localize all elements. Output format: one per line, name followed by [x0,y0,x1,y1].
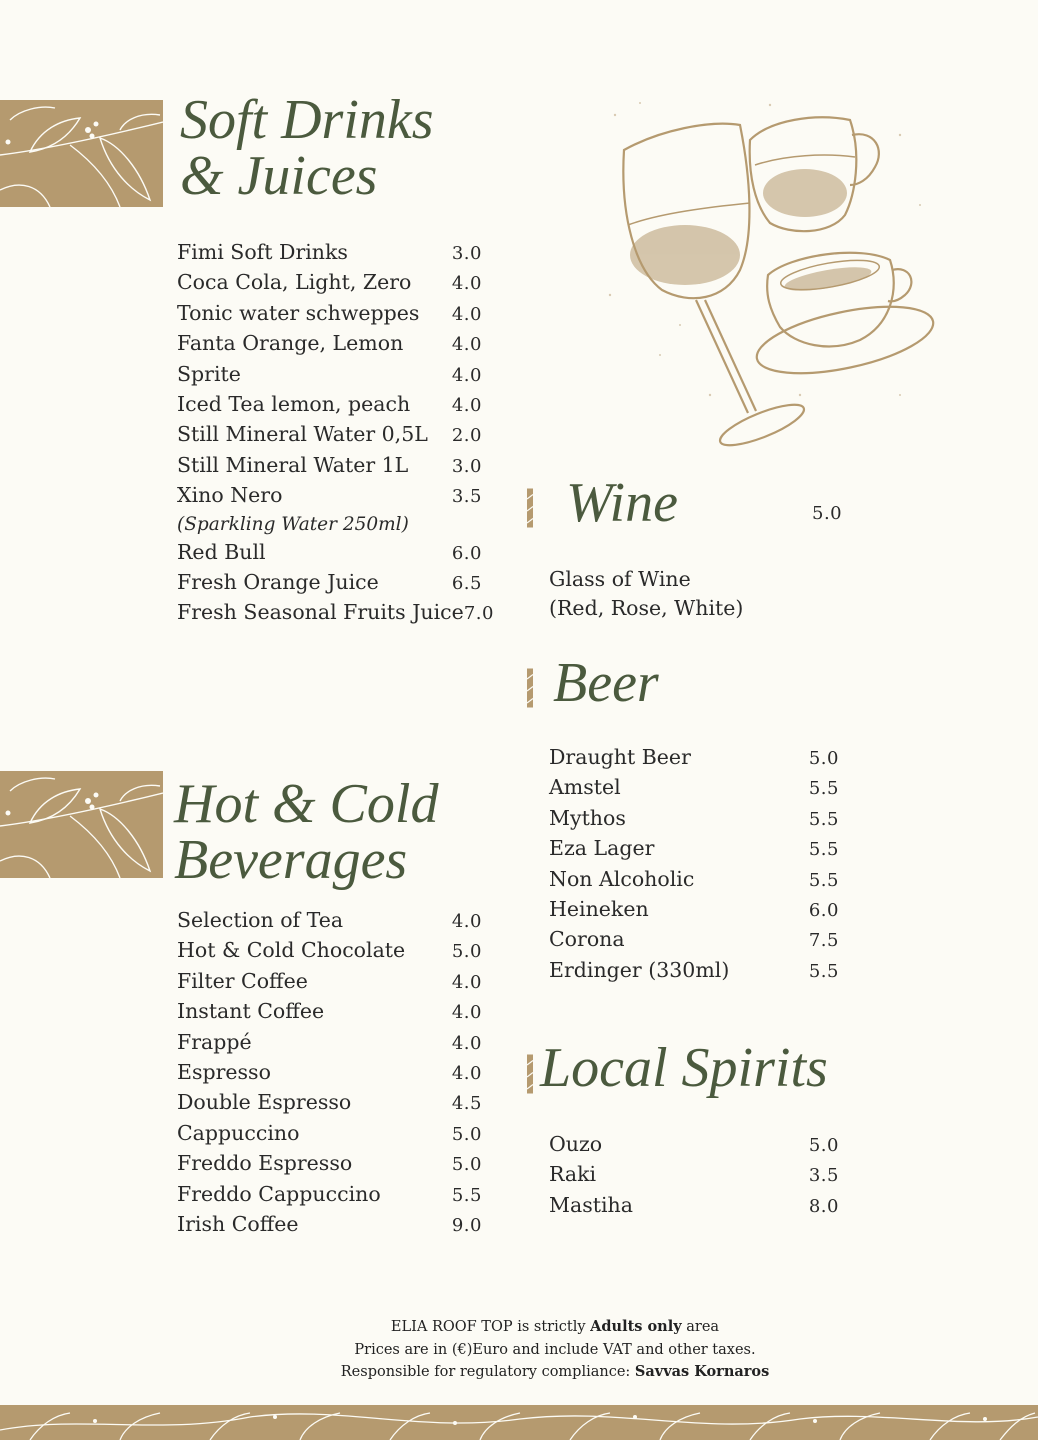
list-item [177,451,482,481]
item-name: Erdinger (330ml) [549,957,730,982]
footer-line3 [36,1361,1038,1384]
footer-line1-end: area [681,1319,720,1335]
item-name: Iced Tea lemon, peach [177,392,411,417]
item-price: 3.0 [451,243,482,264]
spirits-list [549,1130,839,1221]
list-item [177,1058,482,1088]
item-name: Hot & Cold Chocolate [177,938,406,963]
list-item [177,390,482,420]
list-item [177,598,494,628]
leaf-branch-icon [0,771,163,878]
list-item [549,925,839,955]
list-item [177,299,482,329]
bottom-leaf-band [0,1405,1038,1440]
item-price: 4.0 [451,1063,482,1085]
item-price: 4.0 [451,334,482,356]
item-name: Still Mineral Water 0,5L [177,422,428,447]
hot-cold-title-line2: Beverages [174,829,408,891]
soft-drinks-title-line2: & Juices [180,145,378,207]
item-price: 5.0 [808,748,839,769]
list-item [177,481,482,511]
footer-line1 [36,1316,1038,1339]
footer-adults-only: Adults only [590,1318,682,1335]
item-name: Instant Coffee [177,999,325,1024]
item-name: Mastiha [549,1192,633,1217]
item-price: 2.0 [451,425,482,447]
list-item [177,538,482,568]
list-item [549,895,839,925]
beer-list [549,743,839,986]
wine-description [549,565,743,624]
list-item [177,568,482,598]
list-item [549,956,839,986]
item-price: 5.5 [808,960,839,982]
footer-line3-text: Responsible for regulatory compliance: [340,1364,635,1380]
item-price: 5.5 [808,839,839,861]
item-name: Coca Cola, Light, Zero [177,270,412,295]
wine-and-coffee-illustration [600,95,940,455]
list-item [177,1088,482,1118]
beer-title: Beer [553,652,659,714]
item-name: Fanta Orange, Lemon [177,331,404,356]
list-item [177,967,482,997]
item-price: 8.0 [808,1195,839,1217]
item-note: (Sparkling Water 250ml) [177,513,409,535]
soft-drinks-list [177,238,494,629]
item-name: Non Alcoholic [549,866,695,891]
item-name: Corona [549,927,625,952]
item-name: Espresso [177,1060,271,1085]
item-price: 4.0 [451,911,482,932]
item-price: 5.0 [451,1123,482,1145]
list-item [549,1130,839,1160]
item-price: 5.5 [808,808,839,830]
list-item [177,329,482,359]
item-name: Fresh Seasonal Fruits Juice [177,600,464,625]
item-price: 5.5 [808,778,839,800]
footer-responsible-name: Savvas Kornaros [634,1363,770,1380]
item-price: 3.5 [451,486,482,508]
item-name: Freddo Espresso [177,1151,353,1176]
footer-notice [36,1316,1038,1384]
spirits-title: Local Spirits [540,1037,828,1099]
leaf-branch-icon [0,100,163,207]
item-price: 4.0 [451,395,482,417]
item-name: Heineken [549,897,649,922]
list-item [177,268,482,298]
item-name: Frappé [177,1029,252,1054]
list-item [549,865,839,895]
beer-marker-icon [527,662,533,714]
wine-marker-icon [527,482,533,534]
item-name: Eza Lager [549,836,655,861]
hot-cold-leaf-band [0,771,163,878]
item-price: 5.5 [808,869,839,891]
item-name: Selection of Tea [177,908,344,932]
list-item [177,906,482,936]
item-name: Filter Coffee [177,968,308,993]
soft-drinks-title [180,89,434,207]
item-name: Fresh Orange Juice [177,570,379,595]
hot-cold-title [174,773,439,891]
item-price: 4.0 [451,303,482,325]
list-item [177,1119,482,1149]
item-name: Amstel [549,775,621,800]
list-item [177,238,482,268]
soft-drinks-leaf-band [0,100,163,207]
item-price: 4.0 [451,364,482,386]
item-price: 6.0 [451,542,482,564]
wine-title: Wine [566,472,678,534]
item-price: 4.5 [451,1093,482,1115]
list-item [549,834,839,864]
soft-drinks-title-line1: Soft Drinks [180,89,434,151]
leaf-pattern-icon [0,1405,1038,1440]
footer-line2: Prices are in (€)Euro and include VAT and other taxes. [354,1341,756,1358]
list-item [549,743,839,773]
item-name: Mythos [549,805,626,830]
item-price: 9.0 [451,1215,482,1237]
item-price: 4.0 [451,971,482,993]
item-name: Tonic water schweppes [177,300,420,325]
item-price: 6.0 [808,900,839,922]
list-item [177,1180,482,1210]
wine-line1: Glass of Wine [549,567,691,591]
item-name: Freddo Cappuccino [177,1181,381,1206]
spirits-marker-icon [527,1048,533,1100]
item-price: 5.0 [808,1135,839,1156]
item-price: 5.0 [451,941,482,963]
wine-price: 5.0 [812,503,843,524]
item-price: 4.0 [451,273,482,295]
list-item [177,360,482,390]
item-name: Irish Coffee [177,1212,299,1237]
list-item [177,1210,482,1240]
item-name: Double Espresso [177,1090,352,1115]
list-item [549,1160,839,1190]
item-name: Red Bull [177,539,266,564]
item-price: 7.0 [463,603,494,625]
list-item [177,1028,482,1058]
item-price: 4.0 [451,1002,482,1024]
item-price: 6.5 [451,573,482,595]
item-price: 5.0 [451,1154,482,1176]
item-name: Sprite [177,361,241,386]
item-name: Still Mineral Water 1L [177,452,409,477]
list-item [177,1149,482,1179]
item-price: 5.5 [451,1184,482,1206]
list-item [177,420,482,450]
item-name: Draught Beer [549,745,691,769]
hot-cold-list [177,906,482,1240]
list-item [177,936,482,966]
item-name: Fimi Soft Drinks [177,240,348,264]
item-name: Cappuccino [177,1120,300,1145]
footer-line1-text: ELIA ROOF TOP is strictly [390,1319,591,1335]
list-item [549,773,839,803]
item-price: 7.5 [808,930,839,952]
wine-line2: (Red, Rose, White) [549,596,744,621]
list-item [549,1191,839,1221]
item-name: Xino Nero [177,483,283,508]
hot-cold-title-line1: Hot & Cold [174,773,439,835]
list-item [177,997,482,1027]
list-item [549,804,839,834]
item-price: 4.0 [451,1032,482,1054]
item-price: 3.5 [808,1165,839,1187]
item-name: Ouzo [549,1132,603,1156]
item-name: Raki [549,1162,597,1187]
item-price: 3.0 [451,455,482,477]
